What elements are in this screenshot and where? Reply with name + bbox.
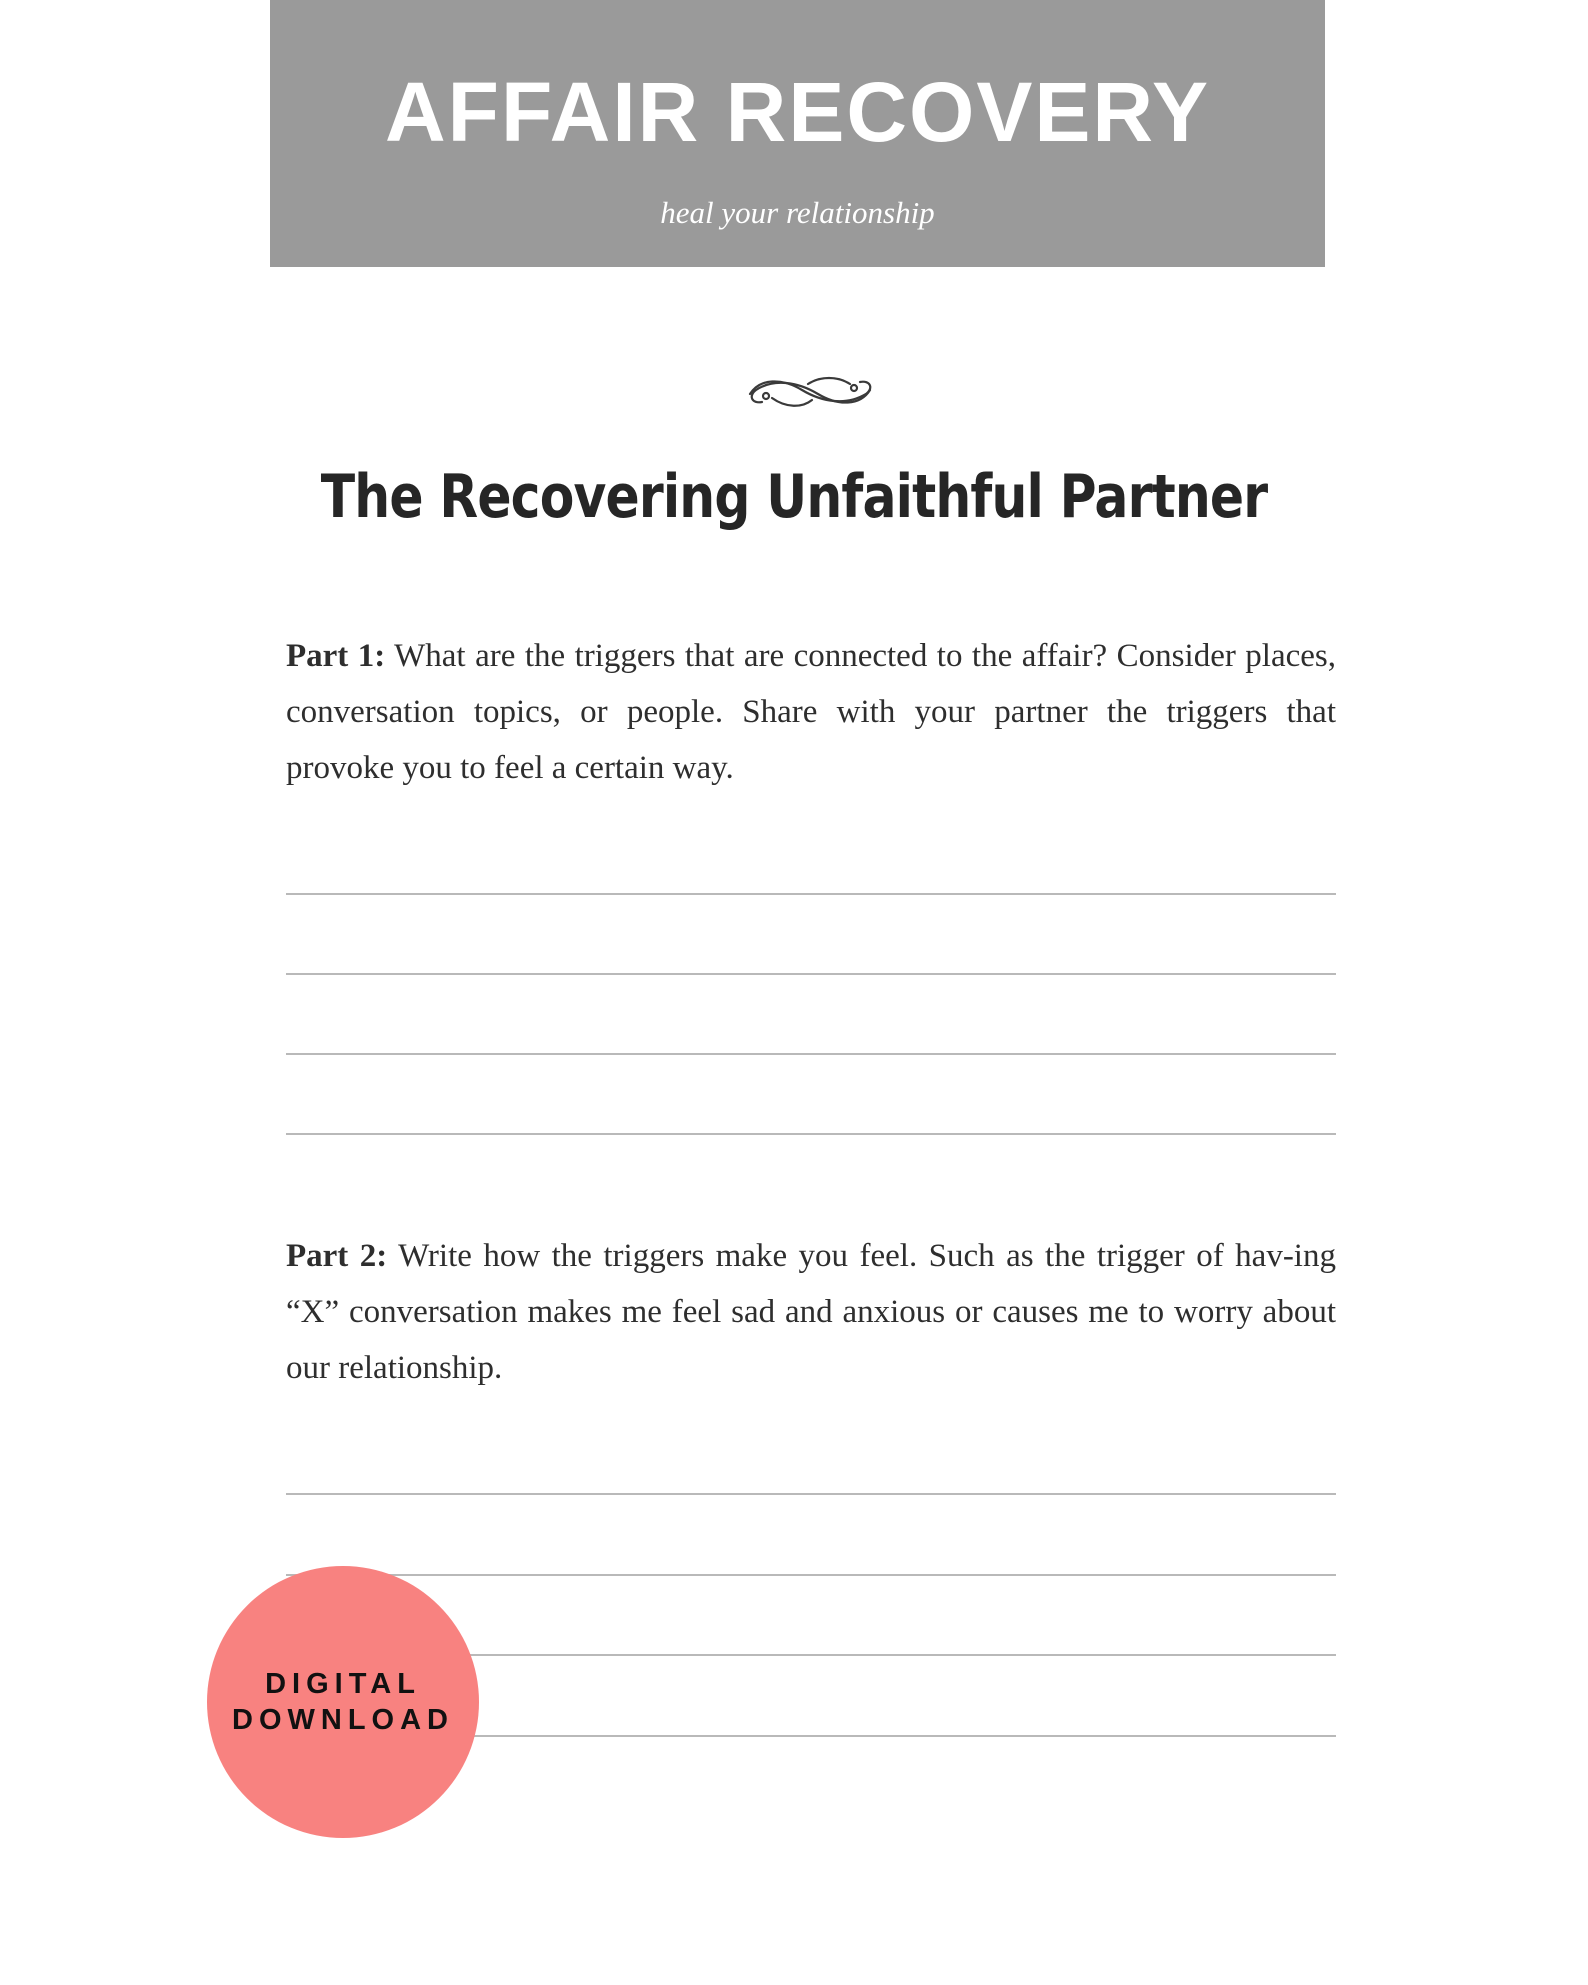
worksheet-title: The Recovering Unfaithful Partner — [320, 462, 1268, 532]
part1-answer-line-4[interactable] — [286, 1133, 1336, 1135]
badge-line-1: DIGITAL — [265, 1668, 421, 1700]
digital-download-badge — [207, 1566, 479, 1838]
part1-answer-line-1[interactable] — [286, 893, 1336, 895]
part1-prompt — [286, 628, 1336, 796]
badge-line-2: DOWNLOAD — [232, 1704, 454, 1736]
part2-prompt — [286, 1228, 1336, 1396]
part2-answer-line-1[interactable] — [286, 1493, 1336, 1495]
header-title: AFFAIR RECOVERY — [385, 65, 1210, 159]
header-subtitle: heal your relationship — [660, 195, 935, 230]
part1-label: Part 1: — [286, 638, 386, 674]
scroll-flourish-icon — [742, 368, 878, 416]
part2-text: Write how the triggers make you feel. Such as the trigger of hav-ing “X” conversation makes me feel sad and anxious or causes me to worry about our relationship. — [286, 1238, 1336, 1386]
header-banner — [270, 0, 1325, 267]
part2-answer-line-2[interactable] — [286, 1574, 1336, 1576]
part1-answer-line-3[interactable] — [286, 1053, 1336, 1055]
part1-answer-line-2[interactable] — [286, 973, 1336, 975]
part1-text: What are the triggers that are connected to the affair? Consider places, conversation topics, or people. Share with your partner the triggers that provoke you to feel a certain way. — [286, 638, 1336, 786]
part2-label: Part 2: — [286, 1238, 388, 1274]
